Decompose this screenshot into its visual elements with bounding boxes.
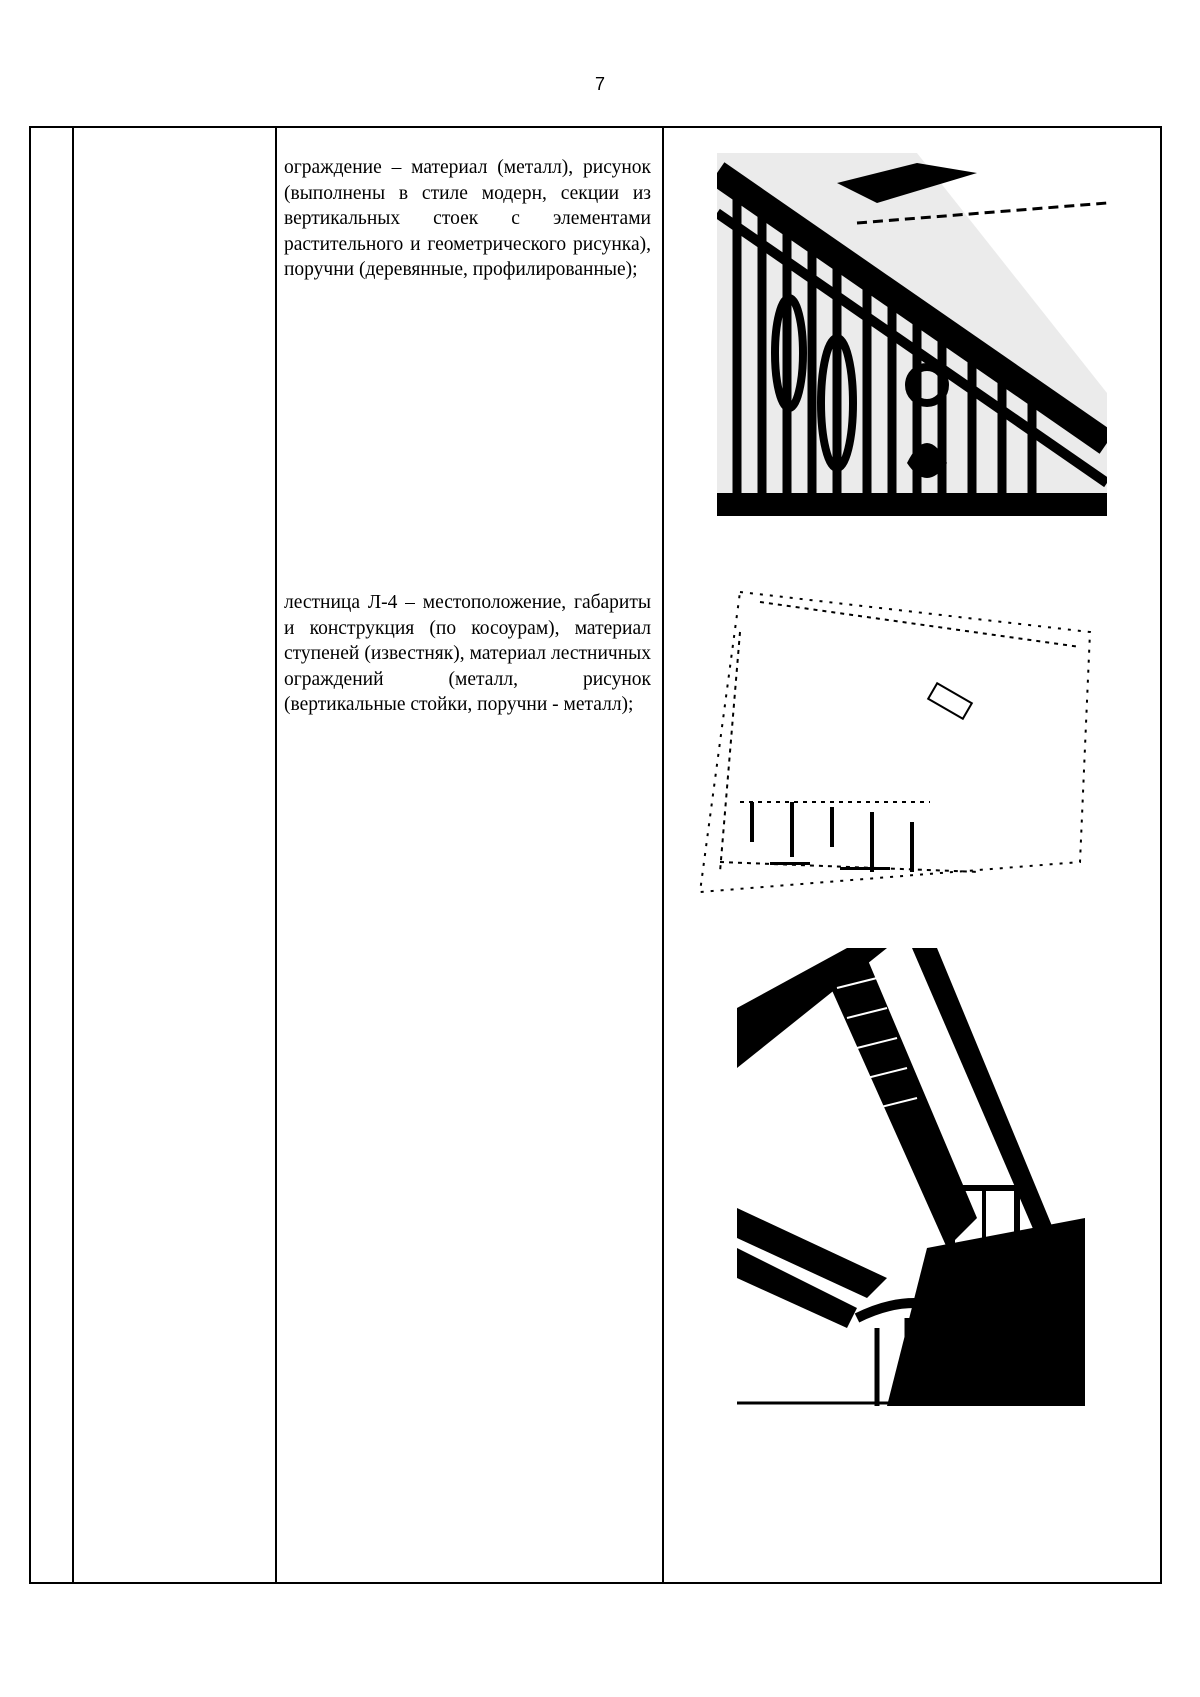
column-divider-2 [275,126,277,1584]
railing-description: ограждение – материал (металл), рисунок (выполнены в стиле модерн, секции из вертикальных стоек с элементами растительного и геометрического рисунка), поручни (деревянные, профилированные); [284,157,651,280]
floor-plan-image [680,572,1100,912]
column-divider-3 [662,126,664,1584]
railing-photo [717,153,1107,516]
page-number: 7 [594,74,605,94]
staircase-photo [737,948,1085,1406]
column-divider-1 [72,126,74,1584]
staircase-l4-description: лестница Л-4 – местоположение, габариты и конструкция (по косоурам), материал ступеней (известняк), материал лестничных ограждений (металл, рисунок (вертикальные стойки, поручни - металл); [284,592,651,715]
